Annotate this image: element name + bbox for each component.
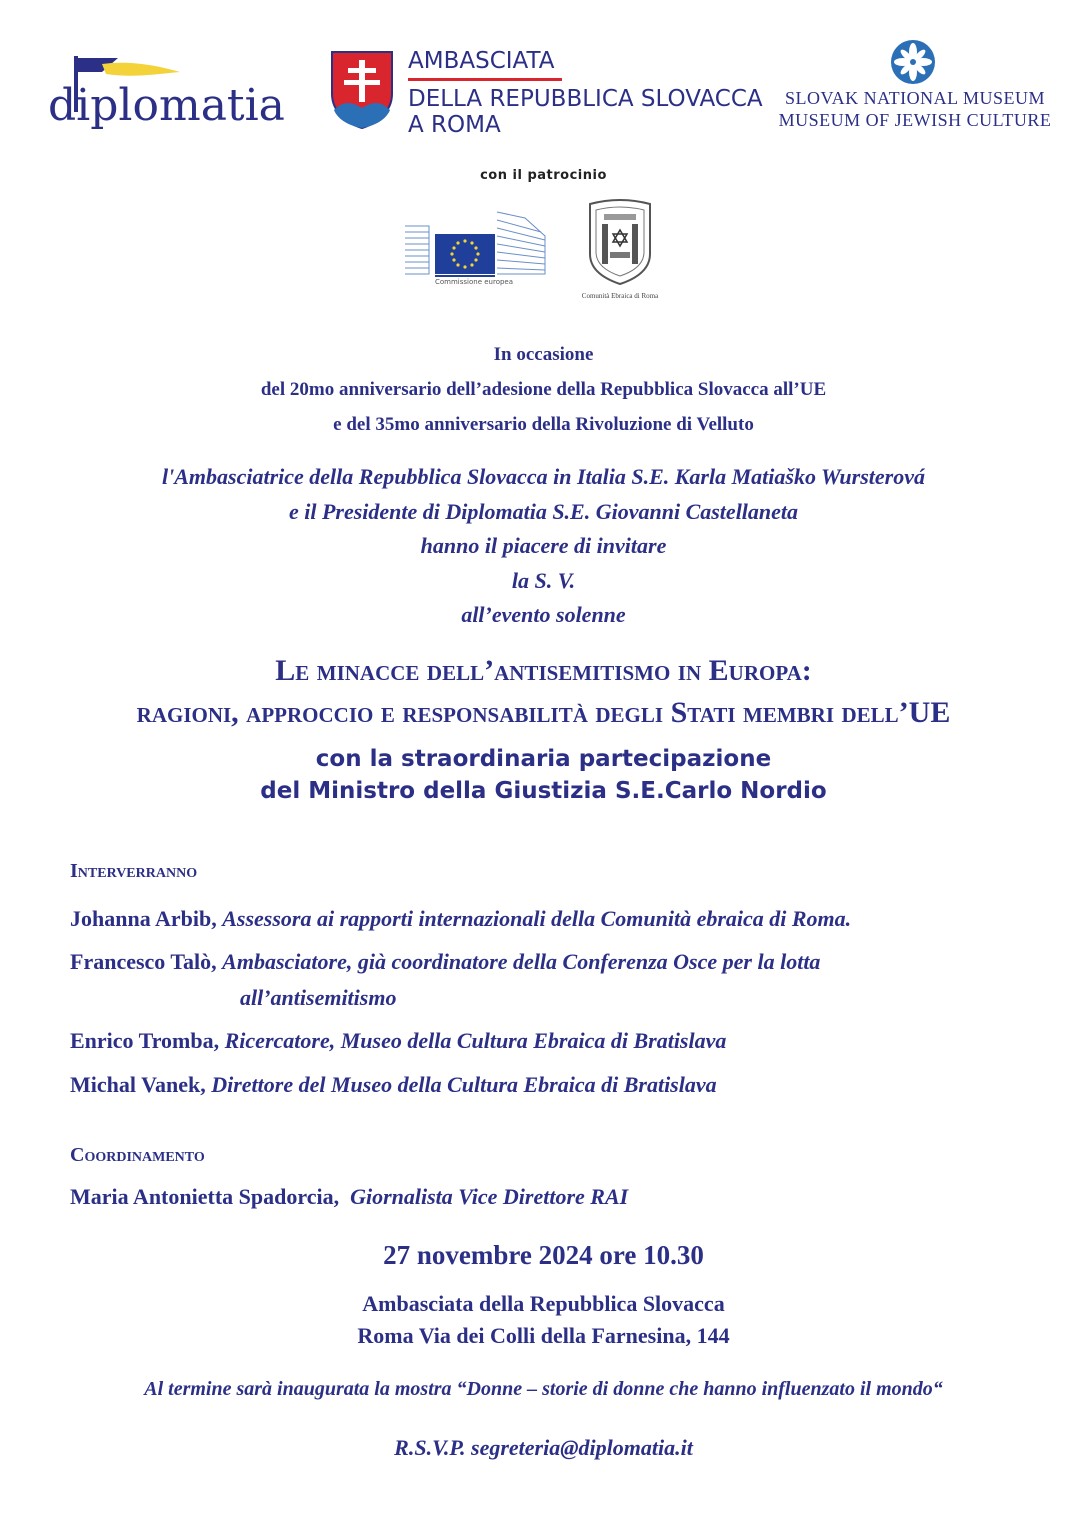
speaker-role: Ricercatore, Museo della Cultura Ebraica di Bratislava bbox=[224, 1028, 727, 1053]
speaker-row bbox=[70, 906, 851, 932]
speaker-name: Francesco Talò, bbox=[70, 949, 217, 974]
closing-note: Al termine sarà inaugurata la mostra “Donne – storie di donne che hanno influenzato il mondo“ bbox=[144, 1378, 943, 1400]
slovak-coat-of-arms-icon bbox=[330, 50, 394, 130]
event-date-time: 27 novembre 2024 ore 10.30 bbox=[383, 1240, 704, 1270]
ec-building-flag-icon bbox=[405, 206, 550, 278]
intro-text bbox=[0, 337, 1087, 442]
invite-line: all’evento solenne bbox=[461, 602, 626, 627]
museum-name-line2: MUSEUM OF JEWISH CULTURE bbox=[778, 110, 1052, 130]
intro-line: e del 35mo anniversario della Rivoluzione di Velluto bbox=[333, 414, 754, 435]
speaker-name: Enrico Tromba, bbox=[70, 1028, 220, 1053]
diplomatia-logo bbox=[40, 50, 285, 145]
venue-line: Roma Via dei Colli della Farnesina, 144 bbox=[357, 1323, 730, 1348]
speaker-role: Direttore del Museo della Cultura Ebraica di Bratislava bbox=[211, 1072, 717, 1097]
coordinator-row bbox=[70, 1184, 628, 1210]
title-line: Le minacce dell’antisemitismo in Europa: bbox=[275, 654, 812, 687]
speaker-name: Michal Vanek, bbox=[70, 1072, 206, 1097]
title-line: ragioni, approccio e responsabilità degli Stati membri dell’UE bbox=[136, 696, 951, 729]
embassy-name-line2: DELLA REPUBBLICA SLOVACCA bbox=[408, 86, 763, 112]
event-title bbox=[0, 650, 1087, 734]
subtitle-line: con la straordinaria partecipazione bbox=[315, 746, 772, 772]
invite-line: l'Ambasciatrice della Repubblica Slovacca in Italia S.E. Karla Matiaško Wursterová bbox=[162, 464, 925, 489]
museum-flower-icon bbox=[770, 38, 1060, 86]
speakers-label: Interverranno bbox=[70, 860, 198, 882]
european-commission-logo bbox=[405, 206, 550, 306]
rsvp-contact[interactable]: R.S.V.P. segreteria@diplomatia.it bbox=[394, 1435, 693, 1460]
embassy-name-line1: AMBASCIATA bbox=[408, 48, 555, 74]
event-venue bbox=[0, 1288, 1087, 1352]
museum-name-line1: SLOVAK NATIONAL MUSEUM bbox=[784, 88, 1045, 108]
intro-line: In occasione bbox=[493, 344, 594, 365]
speaker-row bbox=[70, 1072, 717, 1098]
patronage-label: con il patrocinio bbox=[480, 168, 607, 183]
invite-line: la S. V. bbox=[511, 567, 576, 593]
speaker-role-continuation: all’antisemitismo bbox=[240, 985, 397, 1010]
speaker-role: Assessora ai rapporti internazionali della Comunità ebraica di Roma. bbox=[222, 906, 852, 931]
invite-line: hanno il piacere di invitare bbox=[420, 533, 667, 558]
comunita-caption: Comunità Ebraica di Roma bbox=[581, 292, 659, 300]
ec-caption: Commissione europea bbox=[435, 278, 514, 286]
embassy-name-line3: A ROMA bbox=[408, 112, 501, 138]
venue-line: Ambasciata della Repubblica Slovacca bbox=[362, 1291, 725, 1316]
coordinator-role: Giornalista Vice Direttore RAI bbox=[350, 1184, 629, 1209]
invite-line: e il Presidente di Diplomatia S.E. Giovanni Castellaneta bbox=[288, 498, 799, 524]
speaker-row bbox=[70, 949, 820, 975]
comunita-ebraica-logo bbox=[570, 196, 670, 306]
coordination-label: Coordinamento bbox=[70, 1144, 205, 1166]
subtitle-line: del Ministro della Giustizia S.E.Carlo Nordio bbox=[260, 778, 827, 804]
diplomatia-wordmark: diplomatia bbox=[48, 80, 285, 131]
speaker-row bbox=[70, 1028, 726, 1054]
invitation-text bbox=[0, 460, 1087, 633]
intro-line: del 20mo anniversario dell’adesione della Repubblica Slovacca all’UE bbox=[260, 379, 827, 400]
coordinator-name: Maria Antonietta Spadorcia, bbox=[70, 1184, 340, 1209]
museum-logo bbox=[770, 38, 1060, 138]
comunita-ebraica-emblem-icon bbox=[570, 196, 670, 288]
speaker-role: Ambasciatore, già coordinatore della Conferenza Osce per la lotta bbox=[222, 949, 821, 974]
embassy-red-rule bbox=[408, 78, 562, 81]
embassy-logo bbox=[330, 48, 763, 148]
event-subtitle bbox=[0, 743, 1087, 807]
speaker-name: Johanna Arbib, bbox=[70, 906, 217, 931]
